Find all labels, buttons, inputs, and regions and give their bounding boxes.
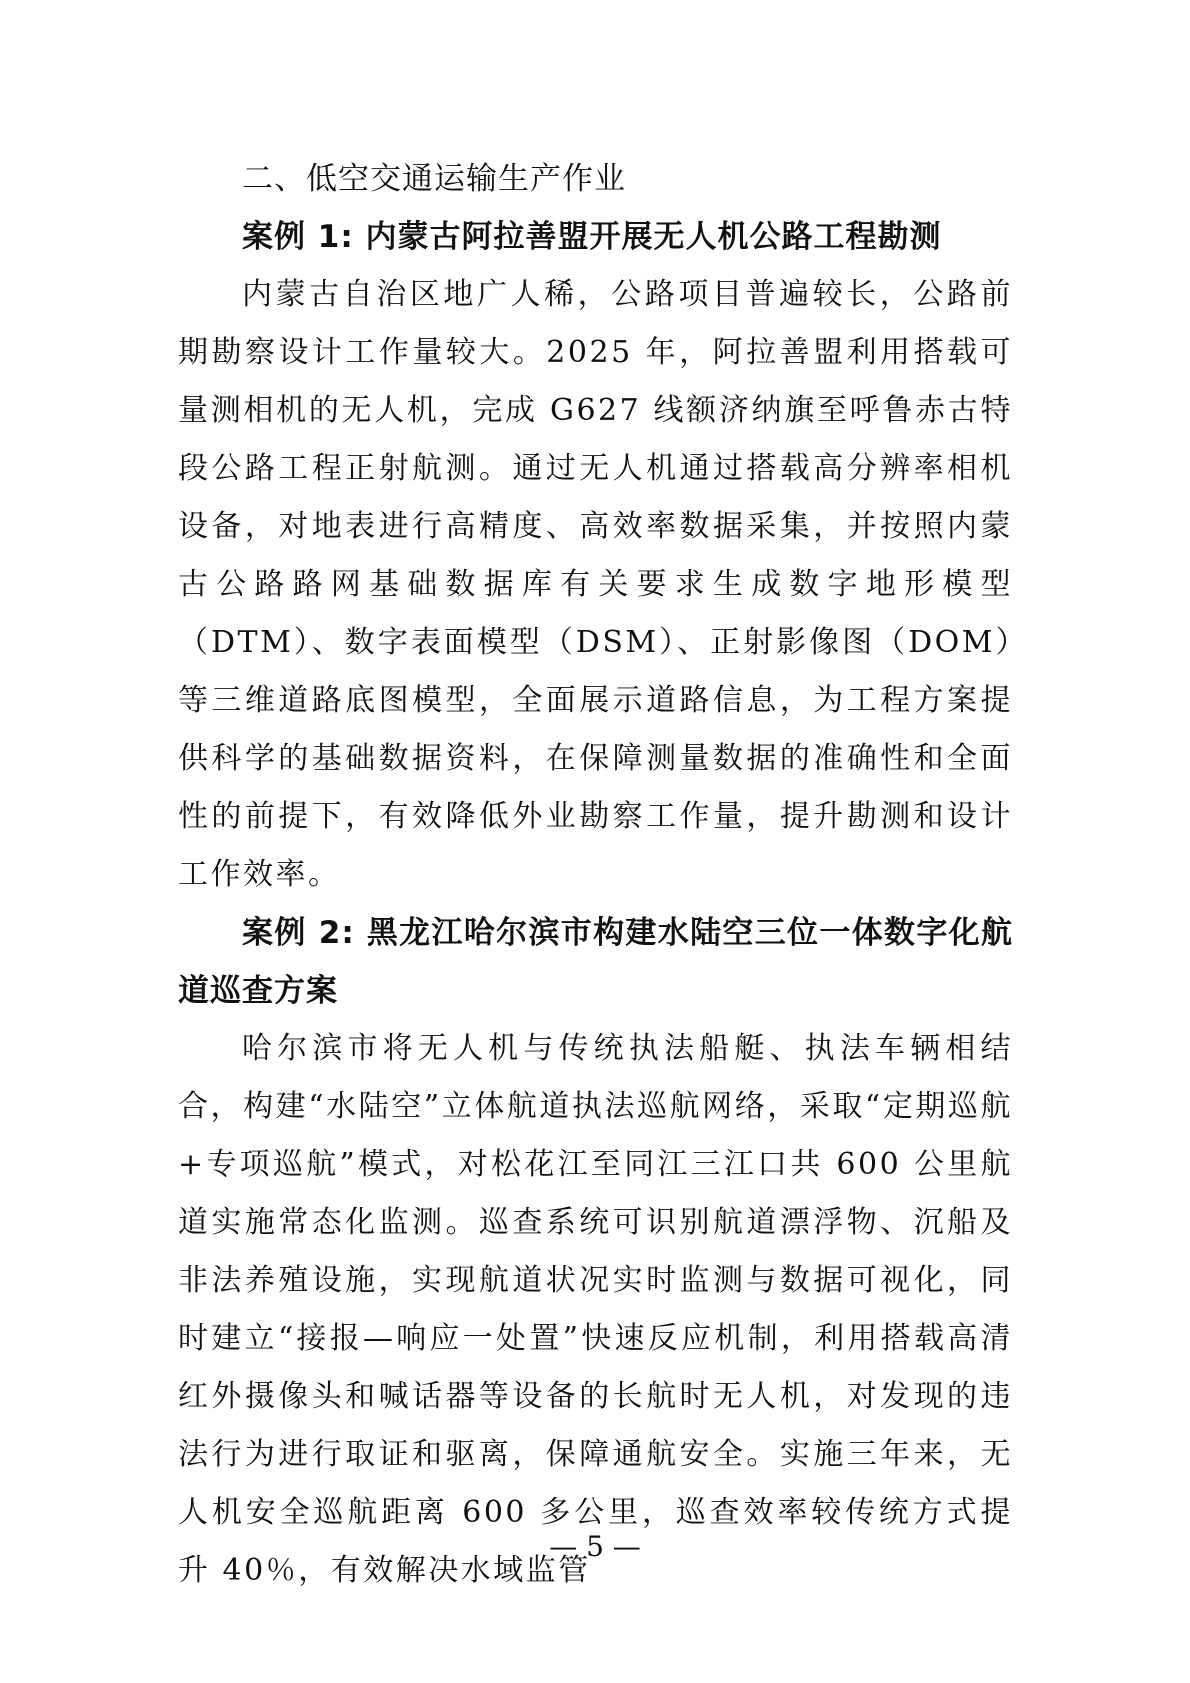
- case-1-title: 案例 1: 内蒙古阿拉善盟开展无人机公路工程勘测: [242, 219, 942, 255]
- document-content: [178, 150, 1013, 1600]
- page-number: — 5 —: [549, 1530, 641, 1563]
- section-heading: 二、低空交通运输生产作业: [242, 161, 626, 197]
- case-1-body: 内蒙古自治区地广人稀，公路项目普遍较长，公路前期勘察设计工作量较大。2025 年，阿拉善盟利用搭载可量测相机的无人机，完成 G627 线额济纳旗至呼鲁赤古特段公路工程正射航测。通过无人机通过搭载高分辨率相机设备，对地表进行高精度、高效率数据采集，并按照内蒙古公路路网基础数据库有关要求生成数字地形模型（DTM）、数字表面模型（DSM）、正射影像图（DOM）等三维道路底图模型，全面展示道路信息，为工程方案提供科学的基础数据资料，在保障测量数据的准确性和全面性的前提下，有效降低外业勘察工作量，提升勘测和设计工作效率。: [178, 277, 1013, 892]
- case-2-body: 哈尔滨市将无人机与传统执法船艇、执法车辆相结合，构建“水陆空”立体航道执法巡航网络，采取“定期巡航+专项巡航”模式，对松花江至同江三江口共 600 公里航道实施常态化监测。巡查系统可识别航道漂浮物、沉船及非法养殖设施，实现航道状况实时监测与数据可视化，同时建立“接报—响应一处置”快速反应机制，利用搭载高清红外摄像头和喊话器等设备的长航时无人机，对发现的违法行为进行取证和驱离，保障通航安全。实施三年来，无人机安全巡航距离 600 多公里，巡查效率较传统方式提升 40％，有效解决水域监管: [178, 1031, 1013, 1588]
- case-2-title: 案例 2: 黑龙江哈尔滨市构建水陆空三位一体数字化航道巡查方案: [178, 915, 1013, 1009]
